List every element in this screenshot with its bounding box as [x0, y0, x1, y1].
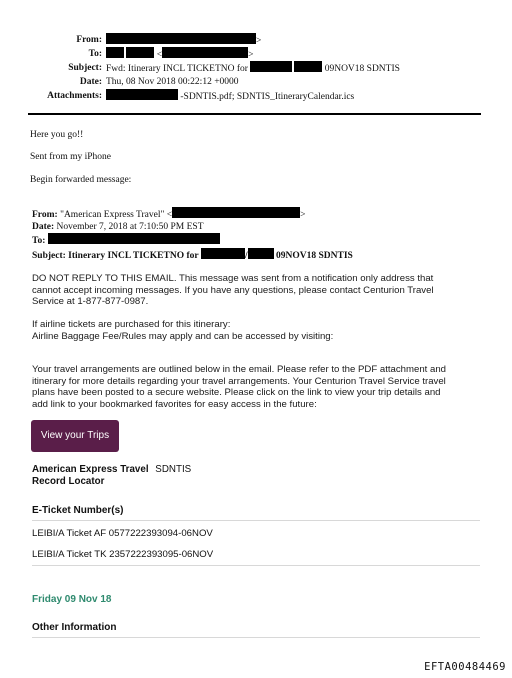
baggage-link[interactable]: Airline Baggage Fee/Rules may apply and can be accessed by visiting:: [32, 330, 334, 342]
fwd-from-suffix: >: [300, 210, 306, 220]
fwd-subject-label: Subject:: [32, 250, 66, 261]
header-to-row: [0, 47, 512, 61]
agency-code: SDNTIS: [155, 464, 192, 475]
subject-prefix: Fwd: Itinerary INCL TICKETNO for: [106, 64, 248, 74]
header-attachments-row: [0, 89, 512, 103]
ticket-row: LEIBI/A Ticket AF 0577222393094-06NOV: [32, 528, 213, 539]
subject-suffix: 09NOV18 SDNTIS: [324, 64, 400, 74]
fwd-date-value: November 7, 2018 at 7:10:50 PM EST: [56, 221, 204, 232]
redacted-block: [48, 233, 220, 244]
header-divider: [28, 113, 481, 115]
fwd-subject-row: [32, 248, 353, 263]
forwarded-header: [32, 207, 353, 262]
redacted-block: [201, 248, 245, 259]
notice-paragraph-2: If airline tickets are purchased for this itinerary: Airline Baggage Fee/Rules may apply and can be accessed by visiting:: [32, 319, 472, 342]
redacted-block: [106, 89, 178, 100]
redacted-block: [106, 47, 124, 58]
redacted-block: [172, 207, 300, 218]
body-line-greeting: Here you go!!: [30, 130, 84, 140]
redacted-block: [106, 33, 256, 44]
eticket-title: E-Ticket Number(s): [32, 505, 124, 516]
header-subject-row: [0, 61, 512, 75]
date-label: Date:: [79, 77, 102, 87]
notice-paragraph-1: DO NOT REPLY TO THIS EMAIL. This message was sent from a notification only address that cannot accept incoming messages. If you have any questions, please contact Centurion Travel Service at 1-877-877-0987.: [32, 273, 434, 308]
ticket-divider: [32, 565, 480, 566]
redacted-block: [294, 61, 322, 72]
ticket-row: LEIBI/A Ticket TK 2357222393095-06NOV: [32, 549, 214, 560]
fwd-from-label: From:: [32, 210, 58, 220]
bates-number: EFTA00484469: [424, 661, 506, 673]
body-line-forward-note: Begin forwarded message:: [30, 175, 132, 185]
agency-info: [32, 464, 191, 487]
attachments-label: Attachments:: [47, 91, 102, 101]
notice-paragraph-3: Your travel arrangements are outlined below in the email. Please refer to the PDF attachment and itinerary for more details regarding your travel arrangements. Your Centurion Travel Service travel plans have been posted to a secure website. Please click on the link to view your trip details and add link to your bookmarked favorites for easy access in the future:: [32, 364, 447, 410]
eticket-divider: [32, 520, 480, 521]
fwd-to-label: To:: [32, 236, 46, 246]
header-date-row: [0, 75, 512, 89]
fwd-subject-prefix: Itinerary INCL TICKETNO for: [68, 250, 199, 261]
itinerary-date: Friday 09 Nov 18: [32, 594, 112, 605]
to-middle: <: [156, 50, 163, 60]
redacted-block: [162, 47, 248, 58]
view-trips-button[interactable]: View your Trips: [31, 420, 119, 452]
email-header: [0, 33, 512, 103]
fwd-subject-suffix: 09NOV18 SDNTIS: [276, 250, 353, 261]
from-suffix: >: [256, 36, 262, 46]
fwd-from-row: [32, 207, 353, 222]
agency-name: American Express Travel: [32, 464, 149, 475]
date-value: Thu, 08 Nov 2018 00:22:12 +0000: [106, 77, 239, 87]
fwd-subject-slash: /: [245, 250, 248, 261]
to-label: To:: [88, 49, 102, 59]
other-info-divider: [32, 637, 480, 638]
record-locator-label: Record Locator: [32, 475, 105, 487]
subject-label: Subject:: [68, 63, 102, 73]
redacted-block: [248, 248, 274, 259]
fwd-date-label: Date:: [32, 221, 55, 232]
fwd-to-row: [32, 233, 353, 248]
attachments-value: -SDNTIS.pdf; SDNTIS_ItineraryCalendar.ics: [180, 92, 355, 102]
to-suffix: >: [248, 50, 254, 60]
other-info-title: Other Information: [32, 622, 117, 633]
fwd-date-row: [32, 222, 353, 234]
header-from-row: [0, 33, 512, 47]
redacted-block: [250, 61, 292, 72]
fwd-from-value: "American Express Travel" <: [60, 210, 173, 220]
redacted-block: [126, 47, 154, 58]
from-label: From:: [76, 35, 102, 45]
body-line-signature: Sent from my iPhone: [30, 152, 112, 162]
